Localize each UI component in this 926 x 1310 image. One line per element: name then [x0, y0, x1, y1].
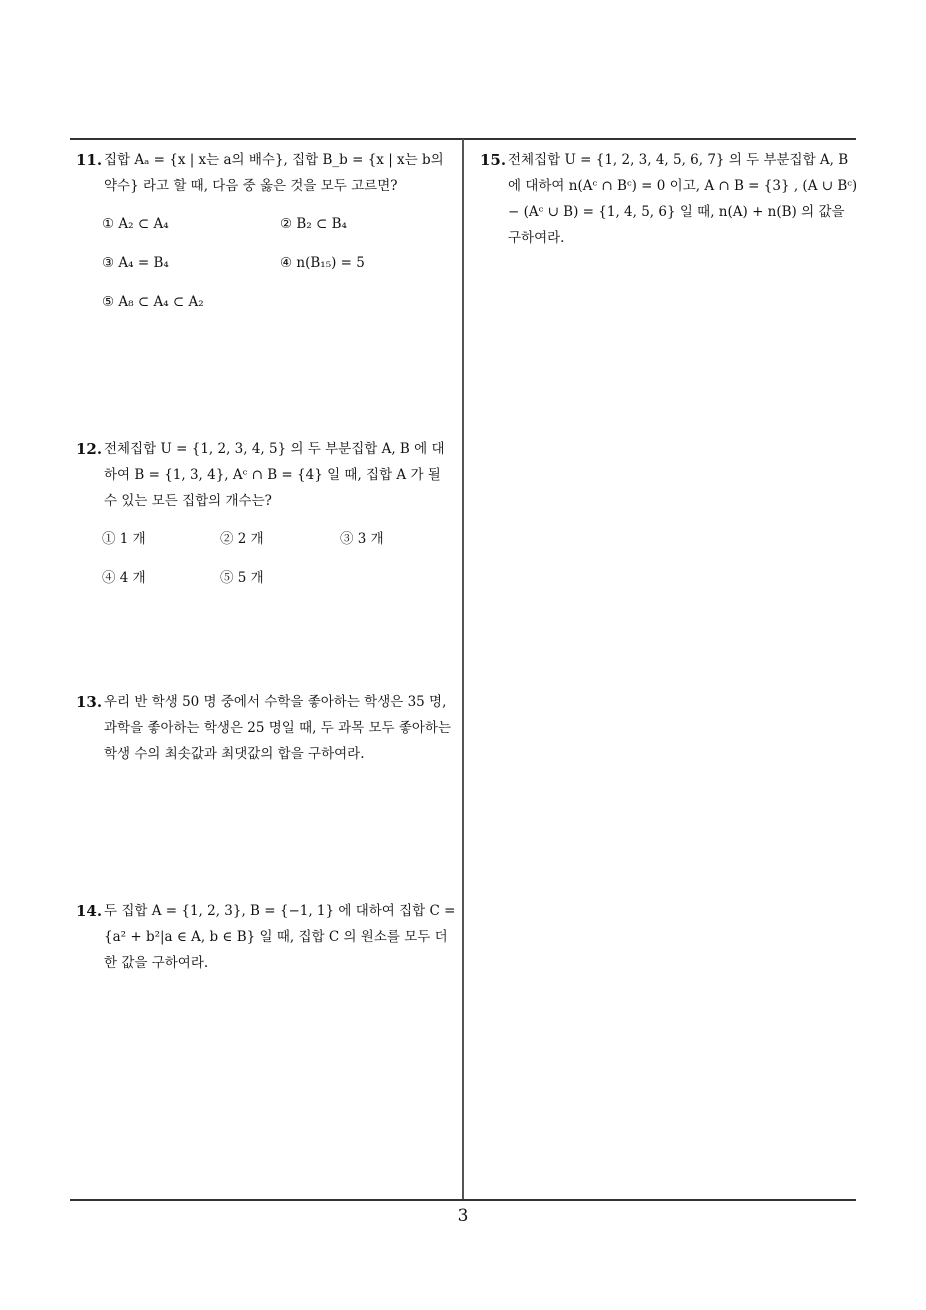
question-text: 전체집합 U = {1, 2, 3, 4, 5} 의 두 부분집합 A, B 에 대하여 B = {1, 3, 4}, Aᶜ ∩ B = {4} 일 때, 집합 A 가 될 수 있는 모든 집합의 개수는?	[104, 441, 445, 509]
choice-2[interactable]: ② B₂ ⊂ B₄	[280, 216, 347, 232]
question-text: 집합 Aₐ = {x | x는 a의 배수}, 집합 B_b = {x | x는 b의 약수} 라고 할 때, 다음 중 옳은 것을 모두 고르면?	[104, 152, 444, 194]
choice-4[interactable]: ④ 4 개	[102, 570, 146, 586]
question-stem	[76, 147, 456, 199]
question-number: 11.	[76, 151, 103, 169]
question-number: 12.	[76, 440, 103, 458]
bottom-rule	[70, 1199, 856, 1201]
question-text: 전체집합 U = {1, 2, 3, 4, 5, 6, 7} 의 두 부분집합 A, B 에 대하여 n(Aᶜ ∩ Bᶜ) = 0 이고, A ∩ B = {3} , (A ∪ Bᶜ) − (Aᶜ ∪ B) = {1, 4, 5, 6} 일 때, n(A) + n(B) 의 값을 구하여라.	[508, 152, 858, 246]
column-divider	[462, 139, 464, 1200]
choice-list	[76, 526, 456, 606]
question-stem	[76, 436, 456, 514]
question-stem	[480, 147, 860, 251]
question-15	[480, 147, 860, 251]
question-number: 14.	[76, 902, 103, 920]
choice-list	[76, 211, 456, 331]
choice-5[interactable]: ⑤ A₈ ⊂ A₄ ⊂ A₂	[102, 294, 204, 310]
question-number: 15.	[480, 151, 507, 169]
choice-1[interactable]: ① A₂ ⊂ A₄	[102, 216, 169, 232]
choice-1[interactable]: ① 1 개	[102, 531, 146, 547]
question-text: 두 집합 A = {1, 2, 3}, B = {−1, 1} 에 대하여 집합 C = {a² + b²|a ∈ A, b ∈ B} 일 때, 집합 C 의 원소를 모두 더한 값을 구하여라.	[104, 903, 456, 971]
question-14	[76, 898, 456, 976]
question-stem	[76, 689, 456, 767]
choice-3[interactable]: ③ A₄ = B₄	[102, 255, 169, 271]
choice-3[interactable]: ③ 3 개	[340, 531, 384, 547]
choice-5[interactable]: ⑤ 5 개	[220, 570, 264, 586]
question-stem	[76, 898, 456, 976]
question-11	[76, 147, 456, 331]
page-number: 3	[457, 1206, 469, 1226]
choice-2[interactable]: ② 2 개	[220, 531, 264, 547]
question-12	[76, 436, 456, 606]
question-text: 우리 반 학생 50 명 중에서 수학을 좋아하는 학생은 35 명, 과학을 좋아하는 학생은 25 명일 때, 두 과목 모두 좋아하는 학생 수의 최솟값과 최댓값의 합을 구하여라.	[104, 694, 451, 762]
choice-4[interactable]: ④ n(B₁₅) = 5	[280, 255, 365, 271]
question-13	[76, 689, 456, 767]
question-number: 13.	[76, 693, 103, 711]
